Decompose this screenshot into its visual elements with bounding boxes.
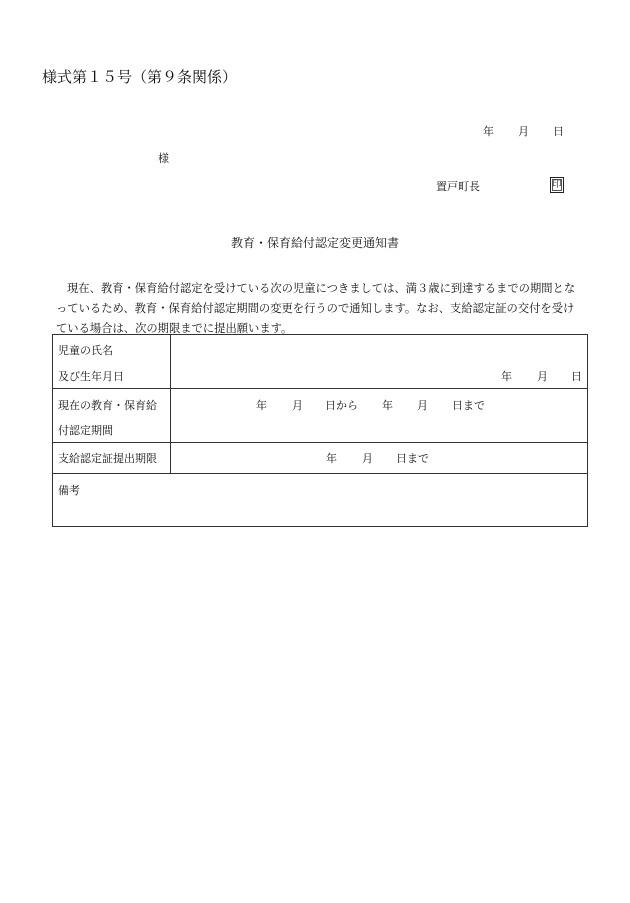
- column-divider: [170, 335, 171, 388]
- period-from-day: 日から: [325, 399, 358, 412]
- deadline-label: 支給認定証提出期限: [58, 452, 157, 465]
- row-remarks: [53, 474, 587, 526]
- current-period-label-1: 現在の教育・保育給: [58, 399, 157, 412]
- row-child-info: [53, 335, 587, 389]
- form-number: 様式第１５号（第９条関係）: [42, 68, 238, 86]
- period-to-month: 月: [417, 399, 428, 412]
- period-from-month: 月: [292, 399, 303, 412]
- row-current-period: [53, 389, 587, 443]
- date-day-label: 日: [553, 125, 564, 138]
- current-period-label-2: 付認定期間: [58, 424, 113, 437]
- child-birth-year: 年: [501, 370, 512, 383]
- column-divider: [170, 389, 171, 442]
- document-title: 教育・保育給付認定変更通知書: [230, 236, 399, 250]
- column-divider: [170, 443, 171, 473]
- notice-table: [52, 334, 588, 527]
- deadline-year: 年: [326, 452, 337, 465]
- row-deadline: [53, 443, 587, 474]
- seal-mark: 印: [550, 177, 564, 193]
- body-line-3: ている場合は、次の期限までに提出願います。: [56, 322, 293, 335]
- child-birth-month: 月: [537, 370, 548, 383]
- issuer-name: 置戸町長: [436, 180, 480, 193]
- deadline-day: 日まで: [396, 452, 429, 465]
- deadline-month: 月: [362, 452, 373, 465]
- date-month-label: 月: [518, 125, 529, 138]
- body-paragraph: [56, 279, 589, 339]
- remarks-label: 備考: [58, 484, 80, 497]
- child-name-label: 児童の氏名: [58, 344, 113, 357]
- date-year-label: 年: [483, 125, 494, 138]
- period-to-day: 日まで: [452, 399, 485, 412]
- body-line-2: っているため、教育・保育給付認定期間の変更を行うので通知します。なお、支給認定証の交付を受け: [56, 302, 575, 315]
- period-from-year: 年: [256, 399, 267, 412]
- body-line-1: 現在、教育・保育給付認定を受けている次の児童につきましては、満３歳に到達するまでの期間とな: [67, 282, 576, 295]
- child-birthdate-label: 及び生年月日: [58, 370, 124, 383]
- addressee-suffix: 様: [158, 152, 169, 165]
- period-to-year: 年: [382, 399, 393, 412]
- child-birth-day: 日: [571, 370, 582, 383]
